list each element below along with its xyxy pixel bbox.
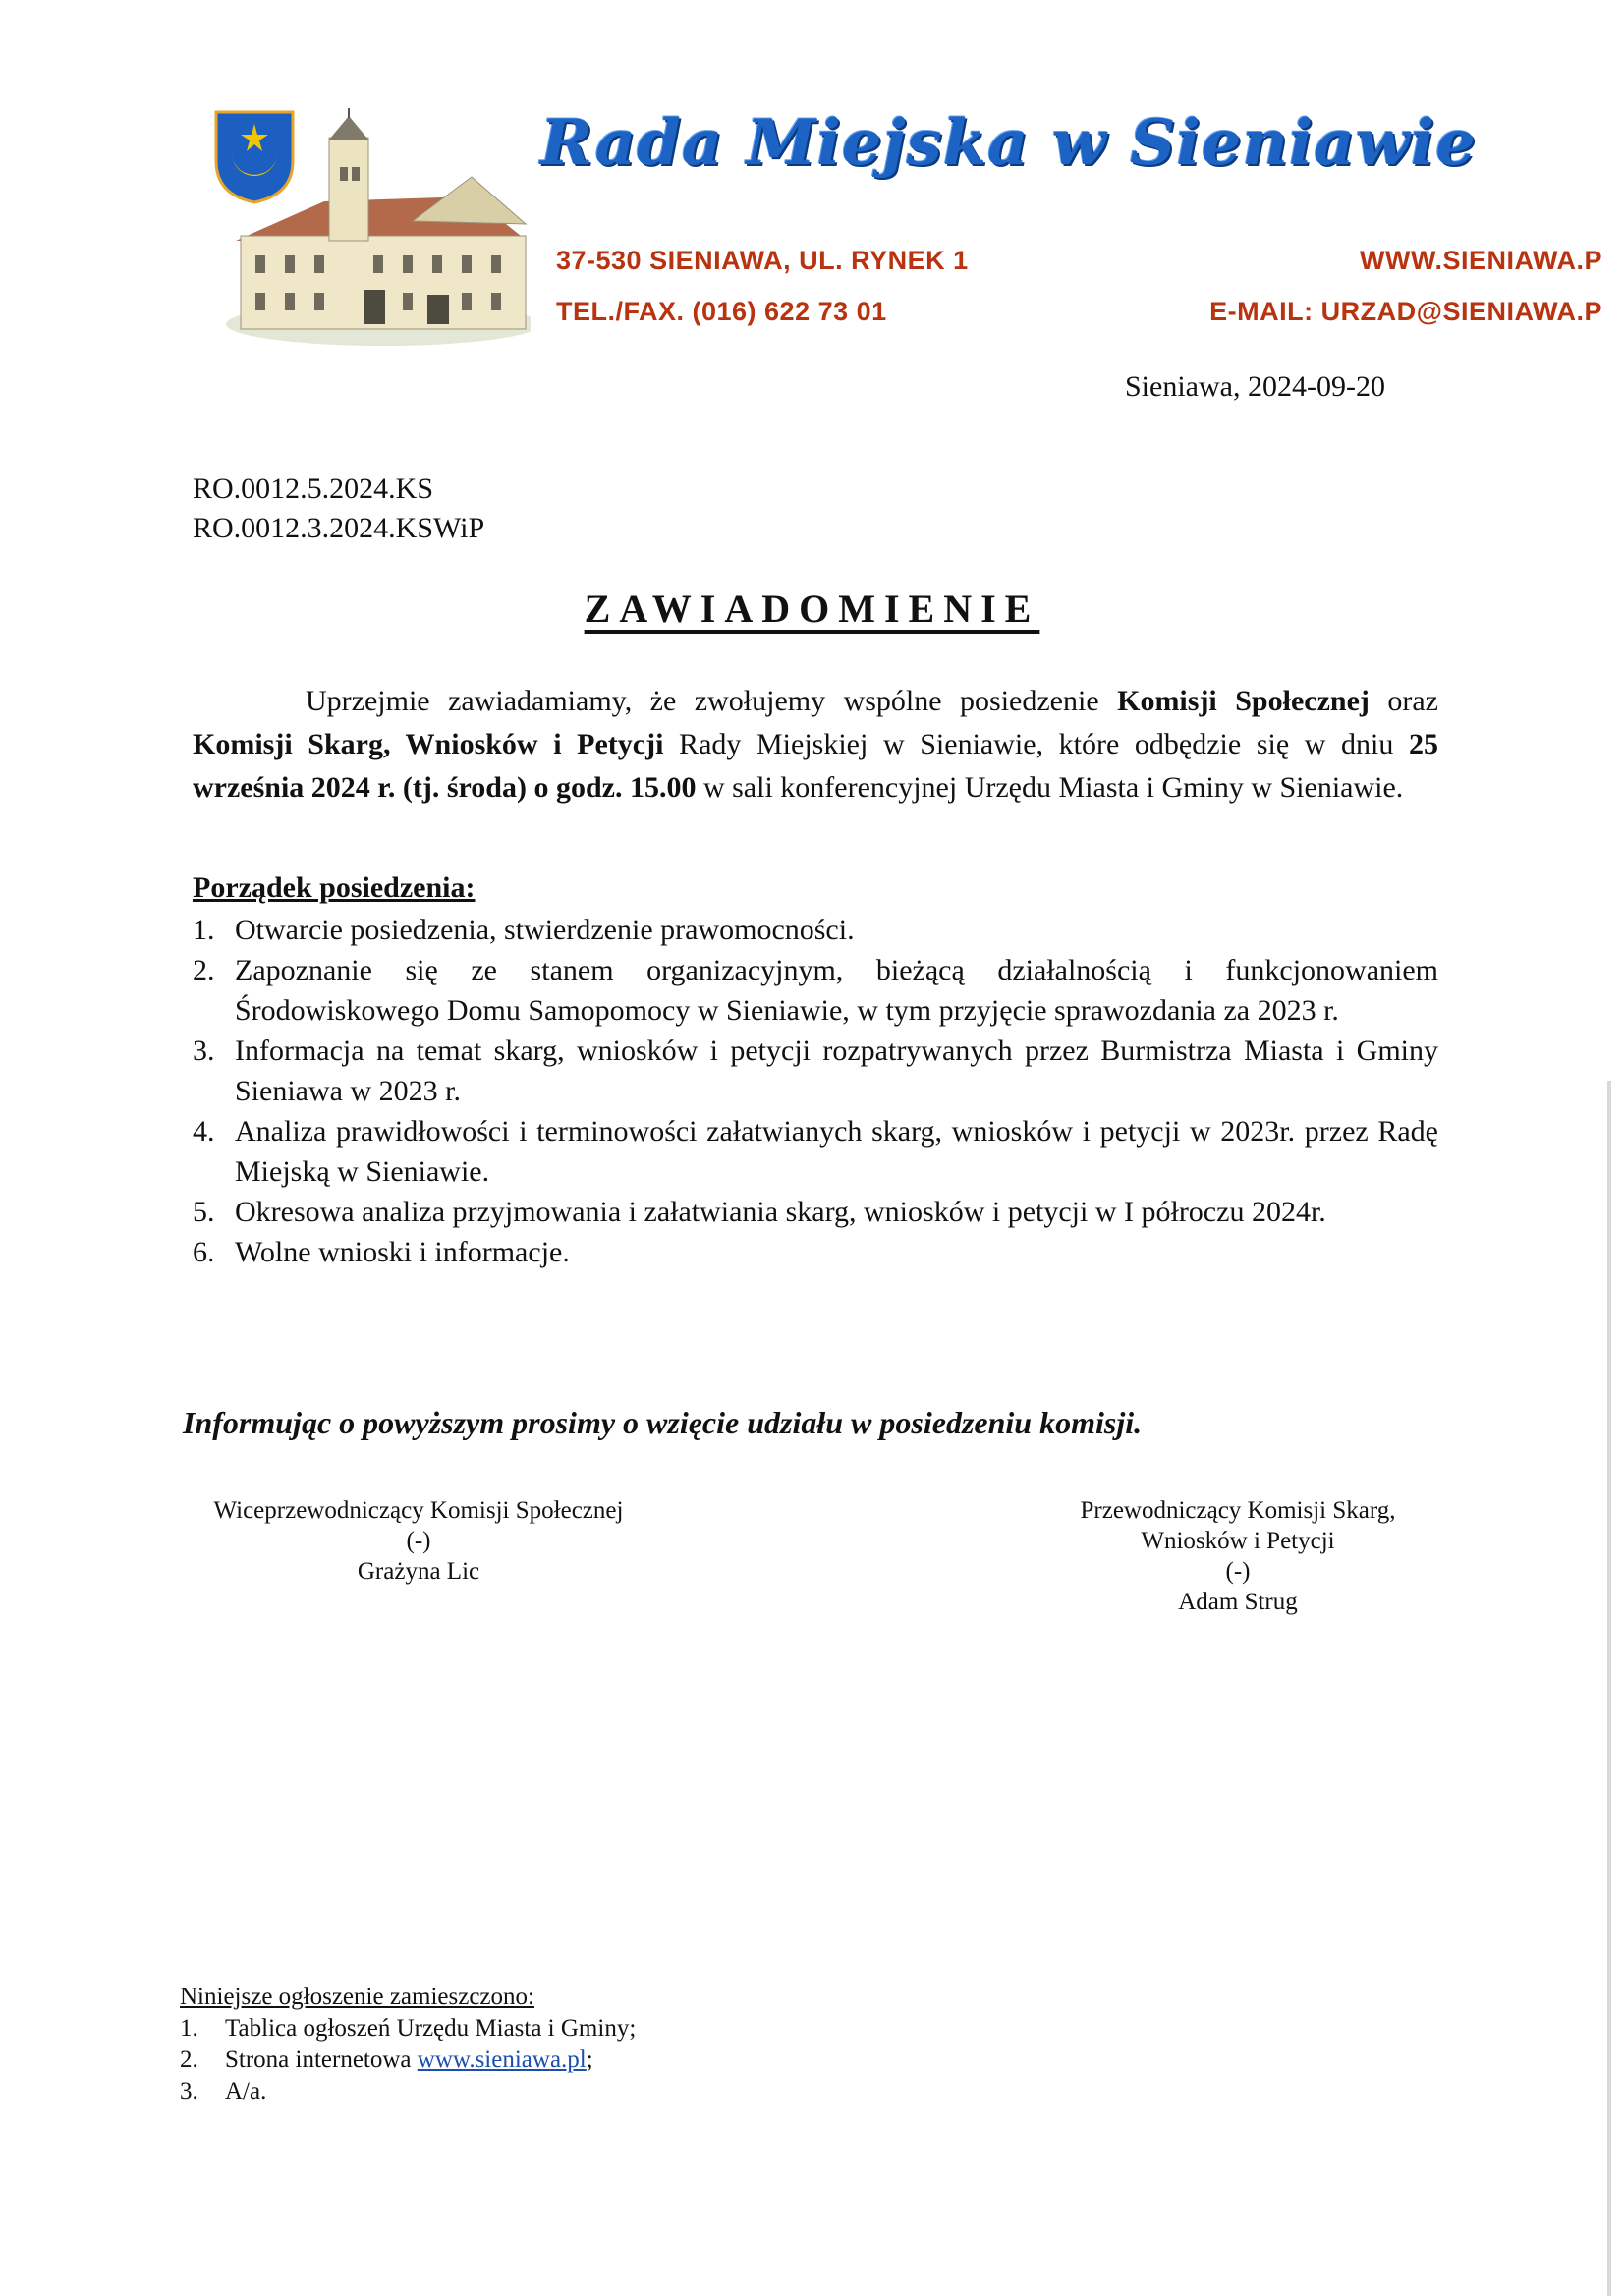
footnote-item-number: 1. xyxy=(180,2015,198,2042)
agenda-item-text: Okresowa analiza przyjmowania i załatwiania skarg, wniosków i petycji w I półroczu 2024r. xyxy=(235,1196,1326,1228)
letterhead-title: Rada Miejska w Sieniawie xyxy=(540,106,1477,180)
website-link[interactable]: www.sieniawa.pl xyxy=(417,2046,587,2073)
agenda-item-text: Analiza prawidłowości i terminowości załatwianych skarg, wniosków i petycji w 2023r. przez Radę Miejską w Sieniawie. xyxy=(235,1115,1438,1188)
intro-paragraph xyxy=(193,680,1438,810)
agenda-item xyxy=(193,910,1438,950)
agenda-item xyxy=(193,1031,1438,1111)
agenda-item xyxy=(193,1111,1438,1192)
footnote-item xyxy=(180,2044,636,2076)
agenda-item-number: 5. xyxy=(193,1196,215,1228)
footnote-item-text: Strona internetowa xyxy=(225,2046,418,2073)
agenda-item-text: Otwarcie posiedzenia, stwierdzenie prawomocności. xyxy=(235,914,855,946)
document-heading: ZAWIADOMIENIE xyxy=(584,587,1040,631)
intro-bold: Komisji Skarg, Wniosków i Petycji xyxy=(193,728,664,760)
posting-footnote xyxy=(180,1982,636,2107)
intro-text: oraz xyxy=(1369,685,1438,717)
page-edge-shadow xyxy=(1607,1081,1611,2296)
footnote-item-number: 2. xyxy=(180,2046,198,2073)
footnote-title: Niniejsze ogłoszenie zamieszczono: xyxy=(180,1984,534,2010)
agenda-item-text: Zapoznanie się ze stanem organizacyjnym, bieżącą działalnością i funkcjonowaniem Środowiskowego Domu Samopomocy w Sieniawie, w tym przyjęcie sprawozdania za 2023 r. xyxy=(235,954,1438,1027)
letterhead-address: 37-530 SIENIAWA, UL. RYNEK 1 xyxy=(556,246,969,275)
signature-name: Grażyna Lic xyxy=(357,1558,480,1585)
agenda-item-number: 3. xyxy=(193,1035,215,1067)
agenda-item-number: 6. xyxy=(193,1236,215,1268)
signature-mark: (-) xyxy=(1225,1558,1251,1585)
reference-number: RO.0012.5.2024.KS xyxy=(193,473,434,505)
intro-bold: 25 września 2024 r. (tj. środa) o godz. 15.00 xyxy=(193,728,1439,804)
signature-left xyxy=(183,1495,654,1587)
intro-text: Rady Miejskiej w Sieniawie, które odbędzie się w dniu xyxy=(663,728,1410,760)
footnote-item xyxy=(180,2013,636,2044)
signature-right xyxy=(1002,1495,1474,1617)
coat-of-arms-icon xyxy=(214,110,295,204)
agenda-item-number: 1. xyxy=(193,914,215,946)
footnote-item-text: Tablica ogłoszeń Urzędu Miasta i Gminy; xyxy=(225,2015,637,2042)
footnote-item xyxy=(180,2076,636,2107)
footnote-item-text: A/a. xyxy=(225,2078,267,2104)
signature-name: Adam Strug xyxy=(1178,1589,1298,1615)
signature-role: Wniosków i Petycji xyxy=(1141,1528,1335,1554)
agenda-item-number: 4. xyxy=(193,1115,215,1148)
reference-numbers xyxy=(193,470,484,548)
agenda-item-text: Informacja na temat skarg, wniosków i petycji rozpatrywanych przez Burmistrza Miasta i Gminy Sieniawa w 2023 r. xyxy=(235,1035,1438,1107)
agenda-item-number: 2. xyxy=(193,954,215,986)
intro-text: w sali konferencyjnej Urzędu Miasta i Gminy w Sieniawie. xyxy=(696,771,1404,804)
agenda-item-text: Wolne wnioski i informacje. xyxy=(235,1236,570,1268)
intro-bold: Komisji Społecznej xyxy=(1117,685,1370,717)
signature-role: Wiceprzewodniczący Komisji Społecznej xyxy=(213,1497,624,1524)
document-date: Sieniawa, 2024-09-20 xyxy=(1125,370,1385,403)
agenda-item xyxy=(193,950,1438,1031)
closing-sentence: Informując o powyższym prosimy o wzięcie udziału w posiedzeniu komisji. xyxy=(183,1405,1143,1440)
agenda-list xyxy=(193,910,1438,1272)
signature-role: Przewodniczący Komisji Skarg, xyxy=(1080,1497,1396,1524)
agenda-item xyxy=(193,1192,1438,1232)
agenda-item xyxy=(193,1232,1438,1272)
footnote-list xyxy=(180,2013,636,2107)
agenda-title: Porządek posiedzenia: xyxy=(193,871,476,904)
signature-mark: (-) xyxy=(406,1528,431,1554)
letterhead-email: E-MAIL: URZAD@SIENIAWA.P xyxy=(1209,297,1602,326)
intro-text: Uprzejmie zawiadamiamy, że zwołujemy wspólne posiedzenie xyxy=(306,685,1118,717)
letterhead-website: WWW.SIENIAWA.P xyxy=(1360,246,1602,275)
footnote-item-suffix: ; xyxy=(586,2046,593,2073)
letterhead-phone: TEL./FAX. (016) 622 73 01 xyxy=(556,297,887,326)
footnote-item-number: 3. xyxy=(180,2078,198,2104)
reference-number: RO.0012.3.2024.KSWiP xyxy=(193,512,485,544)
